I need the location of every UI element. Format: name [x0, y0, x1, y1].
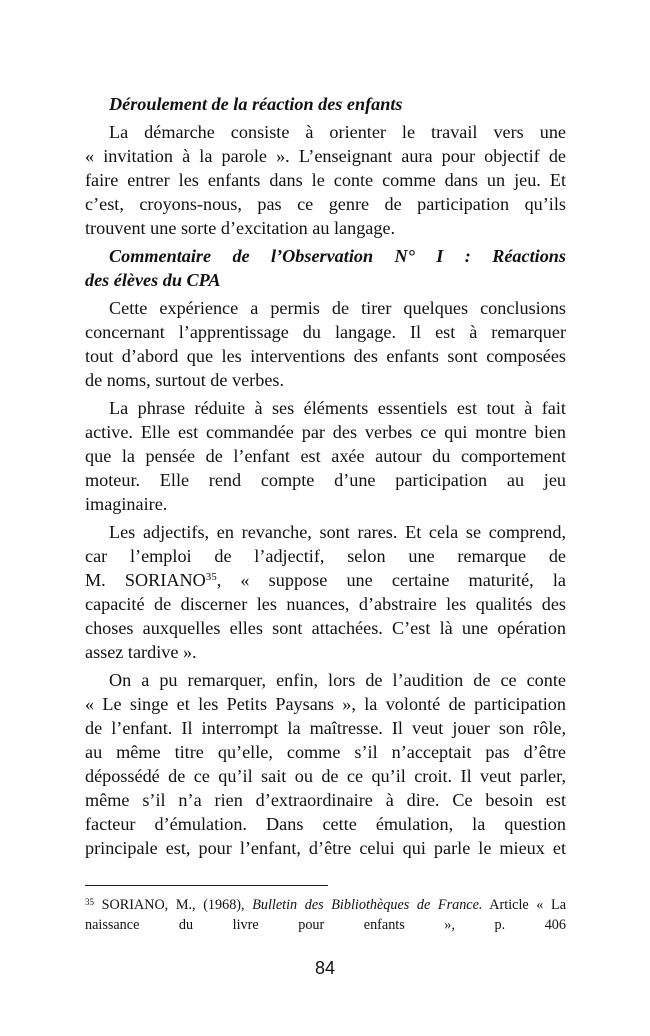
text-line: faire entrer les enfants dans le conte comme dans un jeu. Et	[85, 170, 566, 190]
body-text	[85, 92, 566, 860]
paragraph	[85, 668, 566, 860]
footnote-rest: Article « La	[482, 897, 566, 913]
text-line: choses auxquelles elles sont attachées. C’est là une opération	[85, 618, 566, 638]
text-segment: M. SORIANO	[85, 570, 206, 590]
section-heading	[85, 244, 566, 292]
text-line: Commentaire de l’Observation N° I : Réactions	[109, 246, 566, 266]
paragraph	[85, 120, 566, 240]
text-line: assez tardive ».	[85, 642, 197, 662]
text-line: « Le singe et les Petits Paysans », la volonté de participation	[85, 694, 566, 714]
paragraph	[85, 520, 566, 664]
text-line: même s’il n’a rien d’extraordinaire à dire. Ce besoin est	[85, 790, 566, 810]
text-line: de noms, surtout de verbes.	[85, 370, 285, 390]
text-line: tout d’abord que les interventions des enfants sont composées	[85, 346, 566, 366]
footnote-reference[interactable]: 35	[205, 571, 217, 583]
text-line: que la pensée de l’enfant est axée autour du comportement	[85, 446, 566, 466]
text-line: des élèves du CPA	[85, 270, 221, 290]
paragraph	[85, 296, 566, 392]
text-line: au même titre qu’elle, comme s’il n’acceptait pas d’être	[85, 742, 566, 762]
text-line: La démarche consiste à orienter le travail vers une	[109, 122, 566, 142]
text-line: « invitation à la parole ». L’enseignant aura pour objectif de	[85, 146, 566, 166]
footnote-number: 35	[85, 897, 94, 907]
footnote	[85, 895, 566, 935]
footnote-line	[85, 895, 566, 915]
text-line: trouvent une sorte d’excitation au langage.	[85, 218, 396, 238]
text-line: La phrase réduite à ses éléments essentiels est tout à fait	[109, 398, 566, 418]
text-line: Cette expérience a permis de tirer quelques conclusions	[109, 298, 566, 318]
footnote-line: naissance du livre pour enfants », p. 406	[85, 917, 566, 933]
text-line: moteur. Elle rend compte d’une participation au jeu	[85, 470, 566, 490]
paragraph	[85, 396, 566, 516]
text-line: c’est, croyons-nous, pas ce genre de participation qu’ils	[85, 194, 566, 214]
text-line: principale est, pour l’enfant, d’être celui qui parle le mieux et	[85, 838, 566, 858]
text-segment: , « suppose une certaine maturité, la	[216, 570, 566, 590]
text-line: On a pu remarquer, enfin, lors de l’audition de ce conte	[109, 670, 566, 690]
text-line	[85, 568, 566, 592]
footnote-author: SORIANO, M., (1968),	[94, 897, 253, 913]
footnote-separator	[85, 885, 328, 886]
section-heading	[85, 92, 566, 116]
text-line: imaginaire.	[85, 494, 168, 514]
text-line: Déroulement de la réaction des enfants	[109, 94, 403, 114]
text-line: dépossédé de ce qu’il sait ou de ce qu’il croit. Il veut parler,	[85, 766, 566, 786]
text-line: de l’enfant. Il interrompt la maîtresse. Il veut jouer son rôle,	[85, 718, 566, 738]
footnote-journal: Bulletin des Bibliothèques de France.	[252, 897, 483, 913]
text-line: concernant l’apprentissage du langage. Il est à remarquer	[85, 322, 566, 342]
text-line: car l’emploi de l’adjectif, selon une remarque de	[85, 546, 566, 566]
text-line: active. Elle est commandée par des verbes ce qui montre bien	[85, 422, 566, 442]
text-line: capacité de discerner les nuances, d’abstraire les qualités des	[85, 594, 566, 614]
text-line: facteur d’émulation. Dans cette émulation, la question	[85, 814, 566, 834]
text-line: Les adjectifs, en revanche, sont rares. Et cela se comprend,	[109, 522, 566, 542]
page-number: 84	[314, 958, 336, 978]
